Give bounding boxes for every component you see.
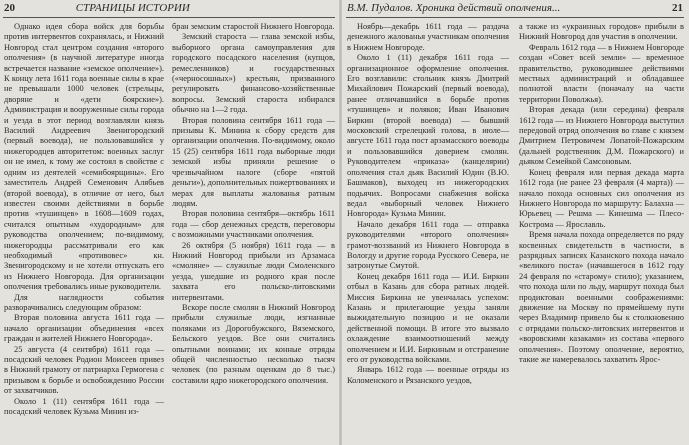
paragraph: Однако идея сбора войск для борьбы против интервентов сохранялась, и Нижний Новгород стал центром создания «второго ополчения» (в научной литературе иногда встречается название «земское ополчение»). К концу лета 1611 года военные силы в крае не превышали 1000 человек (стрельцы, дворяне и «дети боярские»). Администрация и вооруженные силы города и уезда в этот период возглавляли князь Василий Андреевич Звенигородский (первый воевода), не пользовавшийся у нижегородцев авторитетом: военных заслуг он не имел, к тому же состоял в свойстве с одним из деятелей «семибоярщины». Его заместитель Андрей Семенович Алябьев (второй воевода), в отличие от него, был известен своими действиями в борьбе против «тушинцев» в 1608—1609 годах, считался опытным «худородным» для руководства ополчением; по-видимому, нижегородцы рассматривали его как необходимый «противовес» кн. Звенигородскому и не хотели отпускать его из Нижнего Новгорода. Для организации ополчения требовались иные руководители. [4, 22, 164, 292]
paragraph: Время начала похода определяется по ряду косвенных свидетельств в частности, в разрядных записях Казанского похода начало «великого поста» (начавшегося в 1612 году 24 февраля по «старому» стилю); указанием, что похода шли по льду, маршрут похода был продиктован военными соображениями: движение на Москву по прямейшему пути через Владимир привело бы к столкновению с отрядами польско-литовских интервентов и «воровскими казаками» из состава «первого ополчения». Поэтому ополчение, вероятно, такие же намеревалось захватить Ярос- [519, 230, 684, 364]
paragraph: 25 августа (4 сентября) 1611 года — посадский человек Родион Моисеев привез в Нижний грамоту от патриарха Гермогена с призывом к борьбе и освобождению России от захватчиков. [4, 344, 164, 396]
paragraph: 26 октября (5 ноября) 1611 года — в Нижний Новгород прибыли из Арзамаса «смоляне» — служилые люди Смоленского уезда, ушедшие из родного края после захвата его польско-литовскими интервентами. [172, 240, 335, 302]
paragraph: Земский староста — глава земской избы, выборного органа самоуправления для городского посадского населения (купцов, ремесленников) и государственных («черносошных») крестьян, призванного регулировать финансово-хозяйственные вопросы. Земский староста избирался обычно на 1—2 года. [172, 32, 335, 115]
page-number-right: 21 [672, 2, 683, 14]
running-title-left: СТРАНИЦЫ ИСТОРИИ [75, 2, 190, 14]
header-rule-right [346, 17, 684, 18]
paragraph: Конец декабря 1611 года — И.И. Биркин отбыл в Казань для сбора ратных людей. Миссия Биркина не увенчалась успехом: Казань и прилегающие уезды заняли выжидательную позицию и не оказали действенной помощи. В итоге это вызвало охлаждение взаимоотношений между ополчением и И.И. Биркиным и отстранение его от руководства войсками. [347, 271, 509, 364]
paragraph: Вскоре после смолян в Нижний Новгород прибыли служилые люди, изгнанные поляками из Дорогобужского, Вяземского, Бельского уездов. Все они считались опытными воинами; их конные отряды общей численностью несколько тысяч человек (по разным оценкам до 8 тыс.) составили ядро нижегородского ополчения. [172, 302, 335, 385]
running-title-right: В.М. Пудалов. Хроника действий ополчения... [347, 2, 561, 14]
left-page [0, 0, 340, 445]
right-page [341, 0, 689, 445]
left-page-column-1 [4, 22, 164, 417]
paragraph: а также из «украинных городов» прибыли в Нижний Новгород для участия в ополчении. [519, 22, 684, 42]
paragraph: Ноябрь—декабрь 1611 года — раздача денежного жалованья участникам ополчения в Нижнем Новгороде. [347, 22, 509, 52]
left-page-column-2 [172, 22, 335, 386]
right-page-header [347, 2, 683, 15]
paragraph: Начало декабря 1611 года — отправка руководителями «второго ополчения» грамот-воззваний из Нижнего Новгорода в Вологду и другие города Русского Севера, не затронутые Смутой. [347, 219, 509, 271]
paragraph: Вторая декада (или середина) февраля 1612 года — из Нижнего Новгорода выступил передовой отряд ополчения во главе с князем Дмитрием Петровичем Лопатой-Пожарским (дальней родственник Д.М. Пожарского) и дьяком Семейкой Самсоновым. [519, 105, 684, 167]
paragraph: Около 1 (11) декабря 1611 года — организационное оформление ополчения. Его возглавили: стольник князь Дмитрий Михайлович Пожарский (первый воевода), ранее отличавшийся в борьбе против «тушинцев» и поляков; Иван Иванович Биркин (второй воевода) — бывший московский стрелецкий голова, в июле—августе 1611 года пост арзамасского воеводы и пользовавшийся доверием смолян. Руководителем «приказа» (канцелярии) ополчения стал дьяк Василий Юдин (В.Ю. Башмаков), выходец из нижегородских подьячих. Вопросами снабжения войска ведал «выборный человек Нижнего Новгорода» Кузьма Минин. [347, 53, 509, 219]
paragraph: Вторая половина сентября—октябрь 1611 года — сбор денежных средств, переговоры с возможными участниками ополчения. [172, 209, 335, 240]
paragraph: бран земским старостой Нижнего Новгорода. [172, 22, 335, 31]
right-page-column-2 [519, 22, 684, 365]
paragraph: Февраль 1612 года — в Нижнем Новгороде создан «Совет всей земли» — временное правительство, руководившее действиями местных администраций и обладавшее полнотой власти (поначалу на части территории Поволжья). [519, 42, 684, 104]
paragraph: Вторая половина августа 1611 года — начало организации объединения «всех граждан и жителей Нижнего Новгорода». [4, 313, 164, 344]
paragraph: Январь 1612 года — военные отряды из Коломенского и Рязанского уездов, [347, 365, 509, 385]
header-rule-left [3, 17, 335, 18]
left-page-header [4, 2, 190, 15]
page-number-left: 20 [4, 2, 15, 14]
paragraph: Около 1 (11) сентября 1611 года — посадский человек Кузьма Минин из- [4, 396, 164, 417]
paragraph: Конец февраля или первая декада марта 1612 года (не ранее 23 февраля (4 марта)) — начало похода основных сил ополчения из Нижнего Новгорода по маршруту: Балахна — Юрьевец — Решма — Кинешма — Плесо-Кострома — Ярославль. [519, 167, 684, 229]
paragraph: Для наглядности события разворачивались следующим образом: [4, 292, 164, 312]
right-page-column-1 [347, 22, 509, 386]
paragraph: Вторая половина сентября 1611 года — призывы К. Минина к сбору средств для организации ополчения. По-видимому, около 15 (25) сентября 1611 года выборные люди земской избы приняли решение о чрезвычайном налоге (сборе «пятой деньги»), дополнительных пожертвованиях и мерах для выплаты жалованья ратным людям. [172, 115, 335, 208]
